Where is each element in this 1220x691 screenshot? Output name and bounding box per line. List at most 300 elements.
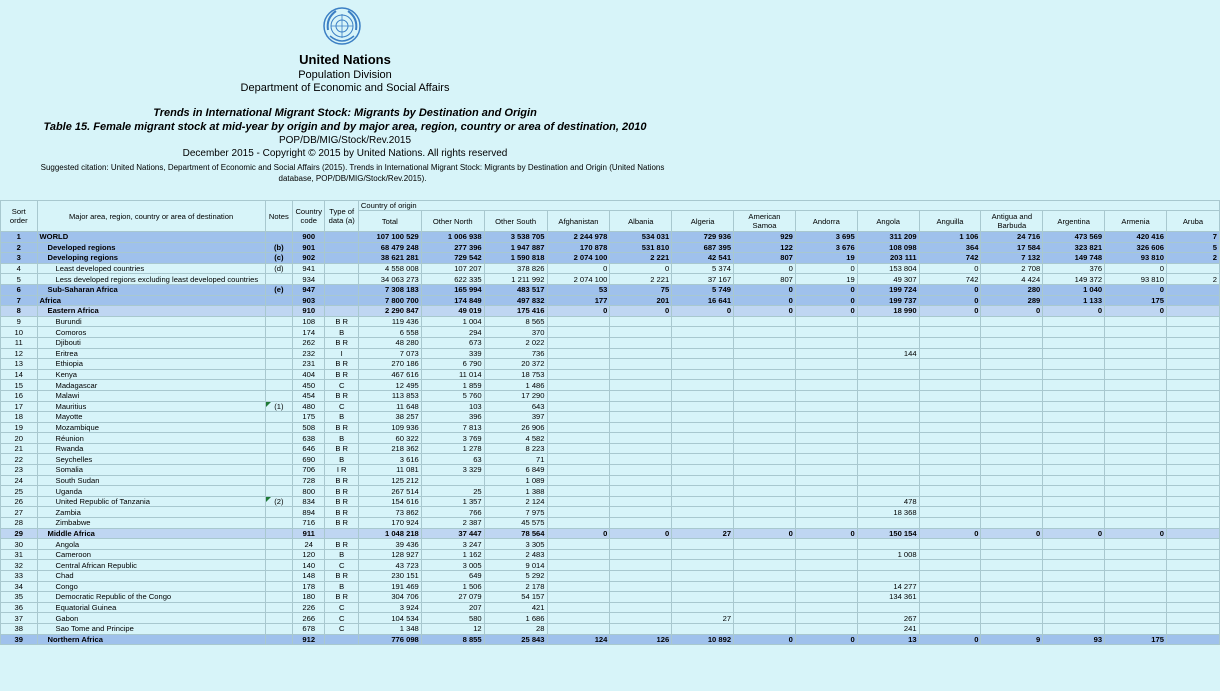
region-name-cell: Réunion [37,433,265,444]
value-cell: 1 040 [1043,284,1105,295]
value-cell [672,390,734,401]
header-origin-andorra: Andorra [795,211,857,232]
value-cell: 1 133 [1043,295,1105,306]
value-cell [857,454,919,465]
value-cell [919,507,981,518]
value-cell: 0 [795,263,857,274]
notes-cell [265,380,292,391]
value-cell [795,475,857,486]
header-origin-aruba: Aruba [1166,211,1219,232]
table-row [1,602,1220,613]
value-cell [1166,316,1219,327]
value-cell: 1 506 [421,581,484,592]
value-cell: 175 416 [484,306,547,317]
value-cell [1166,623,1219,634]
region-name-cell: Seychelles [37,454,265,465]
value-cell: 742 [919,253,981,264]
value-cell: 24 716 [981,232,1043,243]
value-cell [734,380,796,391]
value-cell [919,623,981,634]
value-cell: 1 348 [358,623,421,634]
value-cell [857,359,919,370]
value-cell [734,327,796,338]
country-code-cell: 910 [293,306,325,317]
value-cell [919,475,981,486]
value-cell [734,337,796,348]
header-country-code: Country code [293,201,325,232]
value-cell [981,496,1043,507]
value-cell: 729 936 [672,232,734,243]
value-cell [672,465,734,476]
migrant-stock-table [0,200,1220,645]
value-cell [610,443,672,454]
value-cell [1166,475,1219,486]
type-of-data-cell: B R [325,592,358,603]
header-origin-total: Total [358,211,421,232]
value-cell: 4 582 [484,433,547,444]
value-cell [981,401,1043,412]
value-cell [672,433,734,444]
notes-cell [265,422,292,433]
value-cell: 0 [981,306,1043,317]
value-cell: 580 [421,613,484,624]
value-cell: 339 [421,348,484,359]
value-cell [1105,571,1167,582]
value-cell: 643 [484,401,547,412]
value-cell [1166,560,1219,571]
value-cell: 0 [795,306,857,317]
value-cell [547,571,610,582]
value-cell [981,369,1043,380]
sort-order-cell: 6 [1,284,38,295]
type-of-data-cell: B R [325,539,358,550]
value-cell: 54 157 [484,592,547,603]
value-cell: 39 436 [358,539,421,550]
value-cell [857,486,919,497]
value-cell [672,518,734,529]
country-code-cell: 894 [293,507,325,518]
notes-cell [265,306,292,317]
value-cell [734,571,796,582]
value-cell: 108 098 [857,242,919,253]
value-cell [547,337,610,348]
type-of-data-cell: C [325,613,358,624]
value-cell [1166,295,1219,306]
type-of-data-cell [325,284,358,295]
value-cell: 0 [547,528,610,539]
table-row [1,528,1220,539]
value-cell: 175 [1105,295,1167,306]
value-cell: 20 372 [484,359,547,370]
value-cell [919,539,981,550]
notes-cell [265,475,292,486]
value-cell [1043,422,1105,433]
value-cell [672,560,734,571]
copyright: December 2015 - Copyright © 2015 by United Nations. All rights reserved [182,148,508,159]
sort-order-cell: 34 [1,581,38,592]
value-cell [1166,507,1219,518]
value-cell: 0 [610,306,672,317]
value-cell: 396 [421,412,484,423]
value-cell [1166,263,1219,274]
department-name: Department of Economic and Social Affairs [240,82,450,94]
value-cell [672,443,734,454]
type-of-data-cell: C [325,380,358,391]
notes-cell [265,390,292,401]
region-name-cell: Comoros [37,327,265,338]
value-cell [1043,518,1105,529]
country-code-cell: 646 [293,443,325,454]
value-cell [919,581,981,592]
notes-cell [265,327,292,338]
value-cell: 154 616 [358,496,421,507]
value-cell [610,316,672,327]
country-code-cell: 508 [293,422,325,433]
value-cell: 124 [547,634,610,645]
value-cell [610,539,672,550]
value-cell: 144 [857,348,919,359]
type-of-data-cell: B R [325,369,358,380]
table-row [1,623,1220,634]
value-cell [795,465,857,476]
value-cell [795,422,857,433]
value-cell: 25 [421,486,484,497]
value-cell: 25 843 [484,634,547,645]
value-cell: 75 [610,284,672,295]
value-cell: 5 749 [672,284,734,295]
value-cell: 0 [610,263,672,274]
comment-indicator-icon [266,402,271,407]
region-name-cell: Less developed regions excluding least developed countries [37,274,265,285]
value-cell [795,369,857,380]
value-cell [1105,507,1167,518]
value-cell [919,571,981,582]
country-code-cell: 450 [293,380,325,391]
value-cell [795,454,857,465]
value-cell: 0 [1105,528,1167,539]
value-cell [734,454,796,465]
value-cell [919,443,981,454]
value-cell: 18 753 [484,369,547,380]
value-cell: 0 [919,634,981,645]
region-name-cell: Eastern Africa [37,306,265,317]
value-cell [1166,443,1219,454]
notes-cell [265,602,292,613]
country-code-cell: 834 [293,496,325,507]
value-cell: 497 832 [484,295,547,306]
value-cell: 0 [734,284,796,295]
notes-cell [265,486,292,497]
value-cell [795,623,857,634]
value-cell [547,412,610,423]
value-cell: 7 308 183 [358,284,421,295]
value-cell [734,602,796,613]
region-name-cell: Northern Africa [37,634,265,645]
value-cell [857,337,919,348]
value-cell: 103 [421,401,484,412]
value-cell [1043,581,1105,592]
value-cell [919,327,981,338]
notes-cell [265,623,292,634]
type-of-data-cell: B R [325,571,358,582]
country-code-cell: 912 [293,634,325,645]
country-code-cell: 902 [293,253,325,264]
value-cell [610,518,672,529]
value-cell [1105,316,1167,327]
value-cell [919,549,981,560]
type-of-data-cell [325,242,358,253]
value-cell [1043,337,1105,348]
value-cell [1043,443,1105,454]
sort-order-cell: 33 [1,571,38,582]
value-cell: 28 [484,623,547,634]
region-name-cell: Least developed countries [37,263,265,274]
value-cell [610,422,672,433]
country-code-cell: 690 [293,454,325,465]
country-code-cell: 800 [293,486,325,497]
country-code-cell: 108 [293,316,325,327]
value-cell: 125 212 [358,475,421,486]
table-row [1,284,1220,295]
value-cell [1105,401,1167,412]
region-name-cell: Uganda [37,486,265,497]
country-code-cell: 175 [293,412,325,423]
sort-order-cell: 38 [1,623,38,634]
value-cell [610,454,672,465]
region-name-cell: Angola [37,539,265,550]
value-cell [672,475,734,486]
country-code-cell: 947 [293,284,325,295]
value-cell: 201 [610,295,672,306]
value-cell [1166,422,1219,433]
value-cell: 165 994 [421,284,484,295]
value-cell [981,539,1043,550]
value-cell [734,433,796,444]
value-cell [1043,560,1105,571]
type-of-data-cell [325,253,358,264]
country-code-cell: 941 [293,263,325,274]
value-cell [610,496,672,507]
value-cell [981,327,1043,338]
value-cell [795,433,857,444]
header-origin-afghanistan: Afghanistan [547,211,610,232]
type-of-data-cell: B R [325,443,358,454]
type-of-data-cell: I [325,348,358,359]
country-code-cell: 180 [293,592,325,603]
value-cell [857,401,919,412]
value-cell: 17 290 [484,390,547,401]
value-cell: 218 362 [358,443,421,454]
value-cell: 241 [857,623,919,634]
value-cell: 421 [484,602,547,613]
value-cell: 3 005 [421,560,484,571]
table-row [1,412,1220,423]
table-row [1,571,1220,582]
value-cell: 267 [857,613,919,624]
value-cell: 1 006 938 [421,232,484,243]
region-name-cell: Zimbabwe [37,518,265,529]
value-cell [919,369,981,380]
sort-order-cell: 27 [1,507,38,518]
value-cell [919,486,981,497]
value-cell [672,571,734,582]
value-cell: 304 706 [358,592,421,603]
value-cell [919,602,981,613]
value-cell [610,369,672,380]
value-cell: 311 209 [857,232,919,243]
table-row [1,433,1220,444]
value-cell: 3 247 [421,539,484,550]
value-cell [1043,465,1105,476]
value-cell: 473 569 [1043,232,1105,243]
region-name-cell: Malawi [37,390,265,401]
value-cell [919,454,981,465]
value-cell: 3 616 [358,454,421,465]
value-cell: 1 106 [919,232,981,243]
value-cell: 3 924 [358,602,421,613]
sort-order-cell: 29 [1,528,38,539]
value-cell [1043,623,1105,634]
sort-order-cell: 23 [1,465,38,476]
value-cell: 3 538 705 [484,232,547,243]
header-origin-anguilla: Anguilla [919,211,981,232]
sort-order-cell: 8 [1,306,38,317]
value-cell: 12 495 [358,380,421,391]
notes-cell [265,348,292,359]
value-cell: 1 008 [857,549,919,560]
value-cell: 27 [672,613,734,624]
value-cell [981,316,1043,327]
value-cell [1166,401,1219,412]
value-cell: 0 [734,295,796,306]
value-cell: 280 [981,284,1043,295]
sort-order-cell: 2 [1,242,38,253]
value-cell: 93 810 [1105,253,1167,264]
type-of-data-cell: C [325,560,358,571]
value-cell [1105,549,1167,560]
header-origin-albania: Albania [610,211,672,232]
value-cell [672,623,734,634]
value-cell [1105,327,1167,338]
value-cell: 378 826 [484,263,547,274]
value-cell [1105,623,1167,634]
value-cell: 153 804 [857,263,919,274]
value-cell: 5 [1166,242,1219,253]
table-row [1,348,1220,359]
value-cell [672,539,734,550]
value-cell [734,560,796,571]
value-cell: 9 014 [484,560,547,571]
value-cell [672,422,734,433]
value-cell: 0 [795,295,857,306]
country-code-cell: 903 [293,295,325,306]
value-cell: 622 335 [421,274,484,285]
value-cell [610,560,672,571]
notes-cell [265,539,292,550]
country-code-cell: 24 [293,539,325,550]
table-row [1,369,1220,380]
country-code-cell: 934 [293,274,325,285]
value-cell [795,518,857,529]
value-cell: 1 357 [421,496,484,507]
value-cell [610,623,672,634]
table-row [1,475,1220,486]
value-cell: 0 [919,295,981,306]
value-cell [919,613,981,624]
value-cell [981,486,1043,497]
value-cell [919,316,981,327]
value-cell [610,337,672,348]
value-cell [610,581,672,592]
value-cell [795,560,857,571]
header-origin-algeria: Algeria [672,211,734,232]
value-cell [1043,539,1105,550]
value-cell [672,592,734,603]
value-cell: 0 [734,263,796,274]
value-cell: 649 [421,571,484,582]
value-cell [857,422,919,433]
value-cell [1166,613,1219,624]
value-cell [857,465,919,476]
value-cell: 467 616 [358,369,421,380]
value-cell [734,412,796,423]
value-cell: 8 855 [421,634,484,645]
value-cell: 1 211 992 [484,274,547,285]
value-cell [610,475,672,486]
value-cell [1166,369,1219,380]
value-cell [795,359,857,370]
value-cell: 0 [919,263,981,274]
value-cell [610,380,672,391]
header-type-of-data: Type of data (a) [325,201,358,232]
notes-cell: (d) [265,263,292,274]
value-cell [981,337,1043,348]
value-cell: 0 [734,306,796,317]
value-cell [857,380,919,391]
notes-cell [265,613,292,624]
value-cell: 128 927 [358,549,421,560]
value-cell: 49 019 [421,306,484,317]
value-cell [547,401,610,412]
value-cell: 199 737 [857,295,919,306]
country-code-cell: 900 [293,232,325,243]
value-cell [857,602,919,613]
value-cell [1166,539,1219,550]
sort-order-cell: 3 [1,253,38,264]
value-cell: 170 924 [358,518,421,529]
sort-order-cell: 11 [1,337,38,348]
value-cell [981,433,1043,444]
value-cell [919,380,981,391]
value-cell: 170 878 [547,242,610,253]
value-cell: 2 290 847 [358,306,421,317]
value-cell [610,571,672,582]
value-cell [1043,496,1105,507]
value-cell: 93 810 [1105,274,1167,285]
value-cell: 289 [981,295,1043,306]
country-code-cell: 911 [293,528,325,539]
division-name: Population Division [298,69,392,81]
value-cell: 807 [734,253,796,264]
value-cell [734,507,796,518]
notes-cell [265,592,292,603]
type-of-data-cell [325,263,358,274]
value-cell [610,433,672,444]
value-cell: 364 [919,242,981,253]
value-cell: 5 292 [484,571,547,582]
value-cell [1166,337,1219,348]
country-code-cell: 231 [293,359,325,370]
